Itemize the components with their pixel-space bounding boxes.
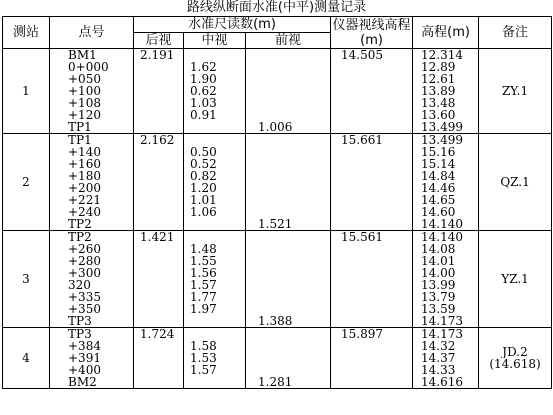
cell-line (134, 279, 183, 291)
cell-line: 1.006 (258, 121, 293, 133)
cell-line (134, 352, 183, 364)
fore-sight-cell (246, 134, 331, 231)
cell-line (134, 61, 183, 73)
cell-line: 14.140 (421, 231, 464, 243)
cell-line: +260 (68, 243, 101, 255)
note-cell (479, 134, 552, 231)
cell-line: 1.57 (190, 364, 217, 376)
header-back-sight: 后视 (134, 33, 184, 49)
cell-line: +120 (68, 109, 101, 121)
middle-sight-cell (184, 49, 246, 134)
cell-line: +391 (68, 352, 101, 364)
cell-line: 1.01 (190, 194, 217, 206)
cell-line: 14.37 (421, 352, 456, 364)
header-point: 点号 (50, 17, 134, 49)
cell-line: 1.57 (190, 279, 217, 291)
note-line: YZ.1 (501, 273, 529, 285)
cell-line: 14.08 (421, 243, 456, 255)
cell-line: 0.82 (190, 170, 217, 182)
cell-line (246, 255, 330, 267)
point-cell (50, 231, 134, 328)
cell-line: 14.140 (421, 218, 464, 230)
cell-line: TP1 (68, 134, 92, 146)
header-reading-group: 水准尺读数(m) (134, 17, 331, 33)
cell-line (246, 340, 330, 352)
cell-line (134, 364, 183, 376)
cell-line (184, 231, 245, 243)
cell-line (331, 73, 412, 85)
cell-line (134, 121, 183, 133)
cell-line (134, 340, 183, 352)
cell-line (184, 121, 245, 133)
cell-line: 1.421 (140, 231, 175, 243)
cell-line: 12.314 (421, 49, 464, 61)
cell-line: TP2 (68, 231, 92, 243)
cell-line (331, 315, 412, 327)
note-line: JD.2 (502, 346, 528, 358)
cell-line (331, 182, 412, 194)
cell-line: 1.53 (190, 352, 217, 364)
cell-line: 15.14 (421, 158, 456, 170)
cell-line: 14.32 (421, 340, 456, 352)
note-cell (479, 328, 552, 389)
fore-sight-cell (246, 49, 331, 134)
cell-line (246, 206, 330, 218)
back-sight-cell (134, 134, 184, 231)
note-cell (479, 231, 552, 328)
cell-line (331, 146, 412, 158)
back-sight-cell (134, 231, 184, 328)
cell-line (134, 146, 183, 158)
station-cell: 1 (3, 49, 50, 134)
cell-line: 0.62 (190, 85, 217, 97)
cell-line: 14.60 (421, 206, 456, 218)
station-cell: 2 (3, 134, 50, 231)
cell-line (331, 97, 412, 109)
cell-line (134, 218, 183, 230)
cell-line: TP2 (68, 218, 92, 230)
cell-line: 13.499 (421, 121, 464, 133)
elevation-cell (413, 49, 479, 134)
cell-line (331, 121, 412, 133)
cell-line (331, 291, 412, 303)
cell-line: 0.50 (190, 146, 217, 158)
cell-line (246, 170, 330, 182)
cell-line (246, 243, 330, 255)
cell-line: 1.03 (190, 97, 217, 109)
cell-line: 1.62 (190, 61, 217, 73)
cell-line (134, 206, 183, 218)
point-cell (50, 134, 134, 231)
cell-line (331, 340, 412, 352)
cell-line: 1.48 (190, 243, 217, 255)
cell-line: 14.616 (421, 376, 464, 388)
cell-line: 14.173 (421, 328, 464, 340)
cell-line: 1.521 (258, 218, 293, 230)
cell-line (134, 376, 183, 388)
cell-line: 13.79 (421, 291, 456, 303)
cell-line: 0.91 (190, 109, 217, 121)
cell-line (246, 231, 330, 243)
cell-line (246, 61, 330, 73)
cell-line: 1.20 (190, 182, 217, 194)
cell-line (331, 255, 412, 267)
cell-line (246, 109, 330, 121)
cell-line: +221 (68, 194, 101, 206)
cell-line: 14.46 (421, 182, 456, 194)
elevation-cell (413, 134, 479, 231)
cell-line (134, 170, 183, 182)
cell-line: 2.191 (140, 49, 175, 61)
cell-line: 14.00 (421, 267, 456, 279)
cell-line (184, 376, 245, 388)
cell-line (246, 303, 330, 315)
cell-line (246, 194, 330, 206)
cell-line (246, 279, 330, 291)
cell-line: +100 (68, 85, 101, 97)
cell-line: 13.60 (421, 109, 456, 121)
cell-line (331, 267, 412, 279)
page-title: 路线纵断面水准(中平)测量记录 (186, 0, 367, 15)
cell-line: 13.499 (421, 134, 464, 146)
header-middle-sight: 中视 (184, 33, 246, 49)
header-fore-sight: 前视 (246, 33, 331, 49)
header-station: 测站 (3, 17, 50, 49)
point-cell (50, 328, 134, 389)
point-cell (50, 49, 134, 134)
instrument-height-cell (331, 328, 413, 389)
cell-line (184, 134, 245, 146)
cell-line: 14.33 (421, 364, 456, 376)
cell-line (134, 73, 183, 85)
cell-line: TP3 (68, 315, 92, 327)
station-cell: 3 (3, 231, 50, 328)
cell-line: +108 (68, 97, 101, 109)
cell-line (246, 73, 330, 85)
header-note: 备注 (479, 17, 552, 49)
cell-line (331, 158, 412, 170)
cell-line: 2.162 (140, 134, 175, 146)
cell-line (134, 85, 183, 97)
cell-line (134, 267, 183, 279)
cell-line: +280 (68, 255, 101, 267)
cell-line (184, 49, 245, 61)
cell-line (331, 85, 412, 97)
cell-line: 1.281 (258, 376, 293, 388)
cell-line: TP3 (68, 328, 92, 340)
cell-line: 13.99 (421, 279, 456, 291)
cell-line (246, 146, 330, 158)
cell-line: 13.59 (421, 303, 456, 315)
cell-line: +050 (68, 73, 101, 85)
cell-line (134, 158, 183, 170)
cell-line (246, 97, 330, 109)
cell-line (134, 194, 183, 206)
note-cell (479, 49, 552, 134)
cell-line: +200 (68, 182, 101, 194)
cell-line: BM2 (68, 376, 97, 388)
cell-line (331, 206, 412, 218)
cell-line: 0.52 (190, 158, 217, 170)
cell-line: +384 (68, 340, 101, 352)
cell-line: 15.897 (341, 328, 384, 340)
cell-line: 14.01 (421, 255, 456, 267)
table-row (3, 134, 552, 231)
cell-line: +240 (68, 206, 101, 218)
instrument-height-cell (331, 134, 413, 231)
cell-line (134, 243, 183, 255)
cell-line: +140 (68, 146, 101, 158)
cell-line: 13.48 (421, 97, 456, 109)
cell-line (134, 97, 183, 109)
station-cell: 4 (3, 328, 50, 389)
cell-line: 12.89 (421, 61, 456, 73)
cell-line (246, 328, 330, 340)
middle-sight-cell (184, 328, 246, 389)
note-line: (14.618) (489, 358, 541, 370)
cell-line (246, 85, 330, 97)
cell-line (184, 218, 245, 230)
cell-line: 15.561 (341, 231, 384, 243)
cell-line: 13.89 (421, 85, 456, 97)
cell-line: +350 (68, 303, 101, 315)
back-sight-cell (134, 49, 184, 134)
cell-line (331, 243, 412, 255)
cell-line (331, 364, 412, 376)
cell-line (246, 352, 330, 364)
cell-line: 15.16 (421, 146, 456, 158)
cell-line: +160 (68, 158, 101, 170)
elevation-cell (413, 328, 479, 389)
fore-sight-cell (246, 328, 331, 389)
leveling-record-table (2, 16, 552, 389)
cell-line: 15.661 (341, 134, 384, 146)
cell-line: 1.388 (258, 315, 293, 327)
cell-line (246, 182, 330, 194)
cell-line (184, 328, 245, 340)
cell-line: +300 (68, 267, 101, 279)
cell-line (134, 303, 183, 315)
elevation-cell (413, 231, 479, 328)
table-row (3, 49, 552, 134)
cell-line: 12.61 (421, 73, 456, 85)
cell-line: 1.56 (190, 267, 217, 279)
cell-line: 320 (68, 279, 91, 291)
note-line: QZ.1 (500, 176, 530, 188)
cell-line (246, 364, 330, 376)
cell-line (331, 303, 412, 315)
cell-line: TP1 (68, 121, 92, 133)
cell-line (246, 134, 330, 146)
back-sight-cell (134, 328, 184, 389)
cell-line (331, 194, 412, 206)
cell-line: 14.65 (421, 194, 456, 206)
cell-line (331, 352, 412, 364)
cell-line (134, 182, 183, 194)
cell-line (246, 49, 330, 61)
cell-line: +400 (68, 364, 101, 376)
header-elevation: 高程(m) (413, 17, 479, 49)
instrument-height-cell (331, 231, 413, 328)
cell-line: 1.90 (190, 73, 217, 85)
cell-line (331, 279, 412, 291)
cell-line (134, 291, 183, 303)
cell-line (331, 376, 412, 388)
cell-line (331, 109, 412, 121)
table-body (3, 49, 552, 389)
cell-line: +180 (68, 170, 101, 182)
cell-line (331, 218, 412, 230)
cell-line: 14.505 (341, 49, 384, 61)
note-line: ZY.1 (501, 85, 529, 97)
cell-line (134, 315, 183, 327)
cell-line: 1.77 (190, 291, 217, 303)
cell-line (134, 255, 183, 267)
cell-line: 1.06 (190, 206, 217, 218)
cell-line: 1.724 (140, 328, 175, 340)
cell-line (246, 158, 330, 170)
fore-sight-cell (246, 231, 331, 328)
cell-line: 1.58 (190, 340, 217, 352)
cell-line: 14.173 (421, 315, 464, 327)
cell-line (246, 291, 330, 303)
cell-line: 1.97 (190, 303, 217, 315)
instrument-height-cell (331, 49, 413, 134)
cell-line: 14.84 (421, 170, 456, 182)
cell-line: 1.55 (190, 255, 217, 267)
middle-sight-cell (184, 231, 246, 328)
table-row (3, 328, 552, 389)
cell-line (331, 61, 412, 73)
cell-line (246, 267, 330, 279)
table-row (3, 231, 552, 328)
cell-line: +335 (68, 291, 101, 303)
cell-line: 0+000 (68, 61, 109, 73)
header-instrument-height: 仪器视线高程(m) (332, 17, 411, 48)
middle-sight-cell (184, 134, 246, 231)
cell-line: BM1 (68, 49, 97, 61)
cell-line (134, 109, 183, 121)
cell-line (331, 170, 412, 182)
cell-line (184, 315, 245, 327)
